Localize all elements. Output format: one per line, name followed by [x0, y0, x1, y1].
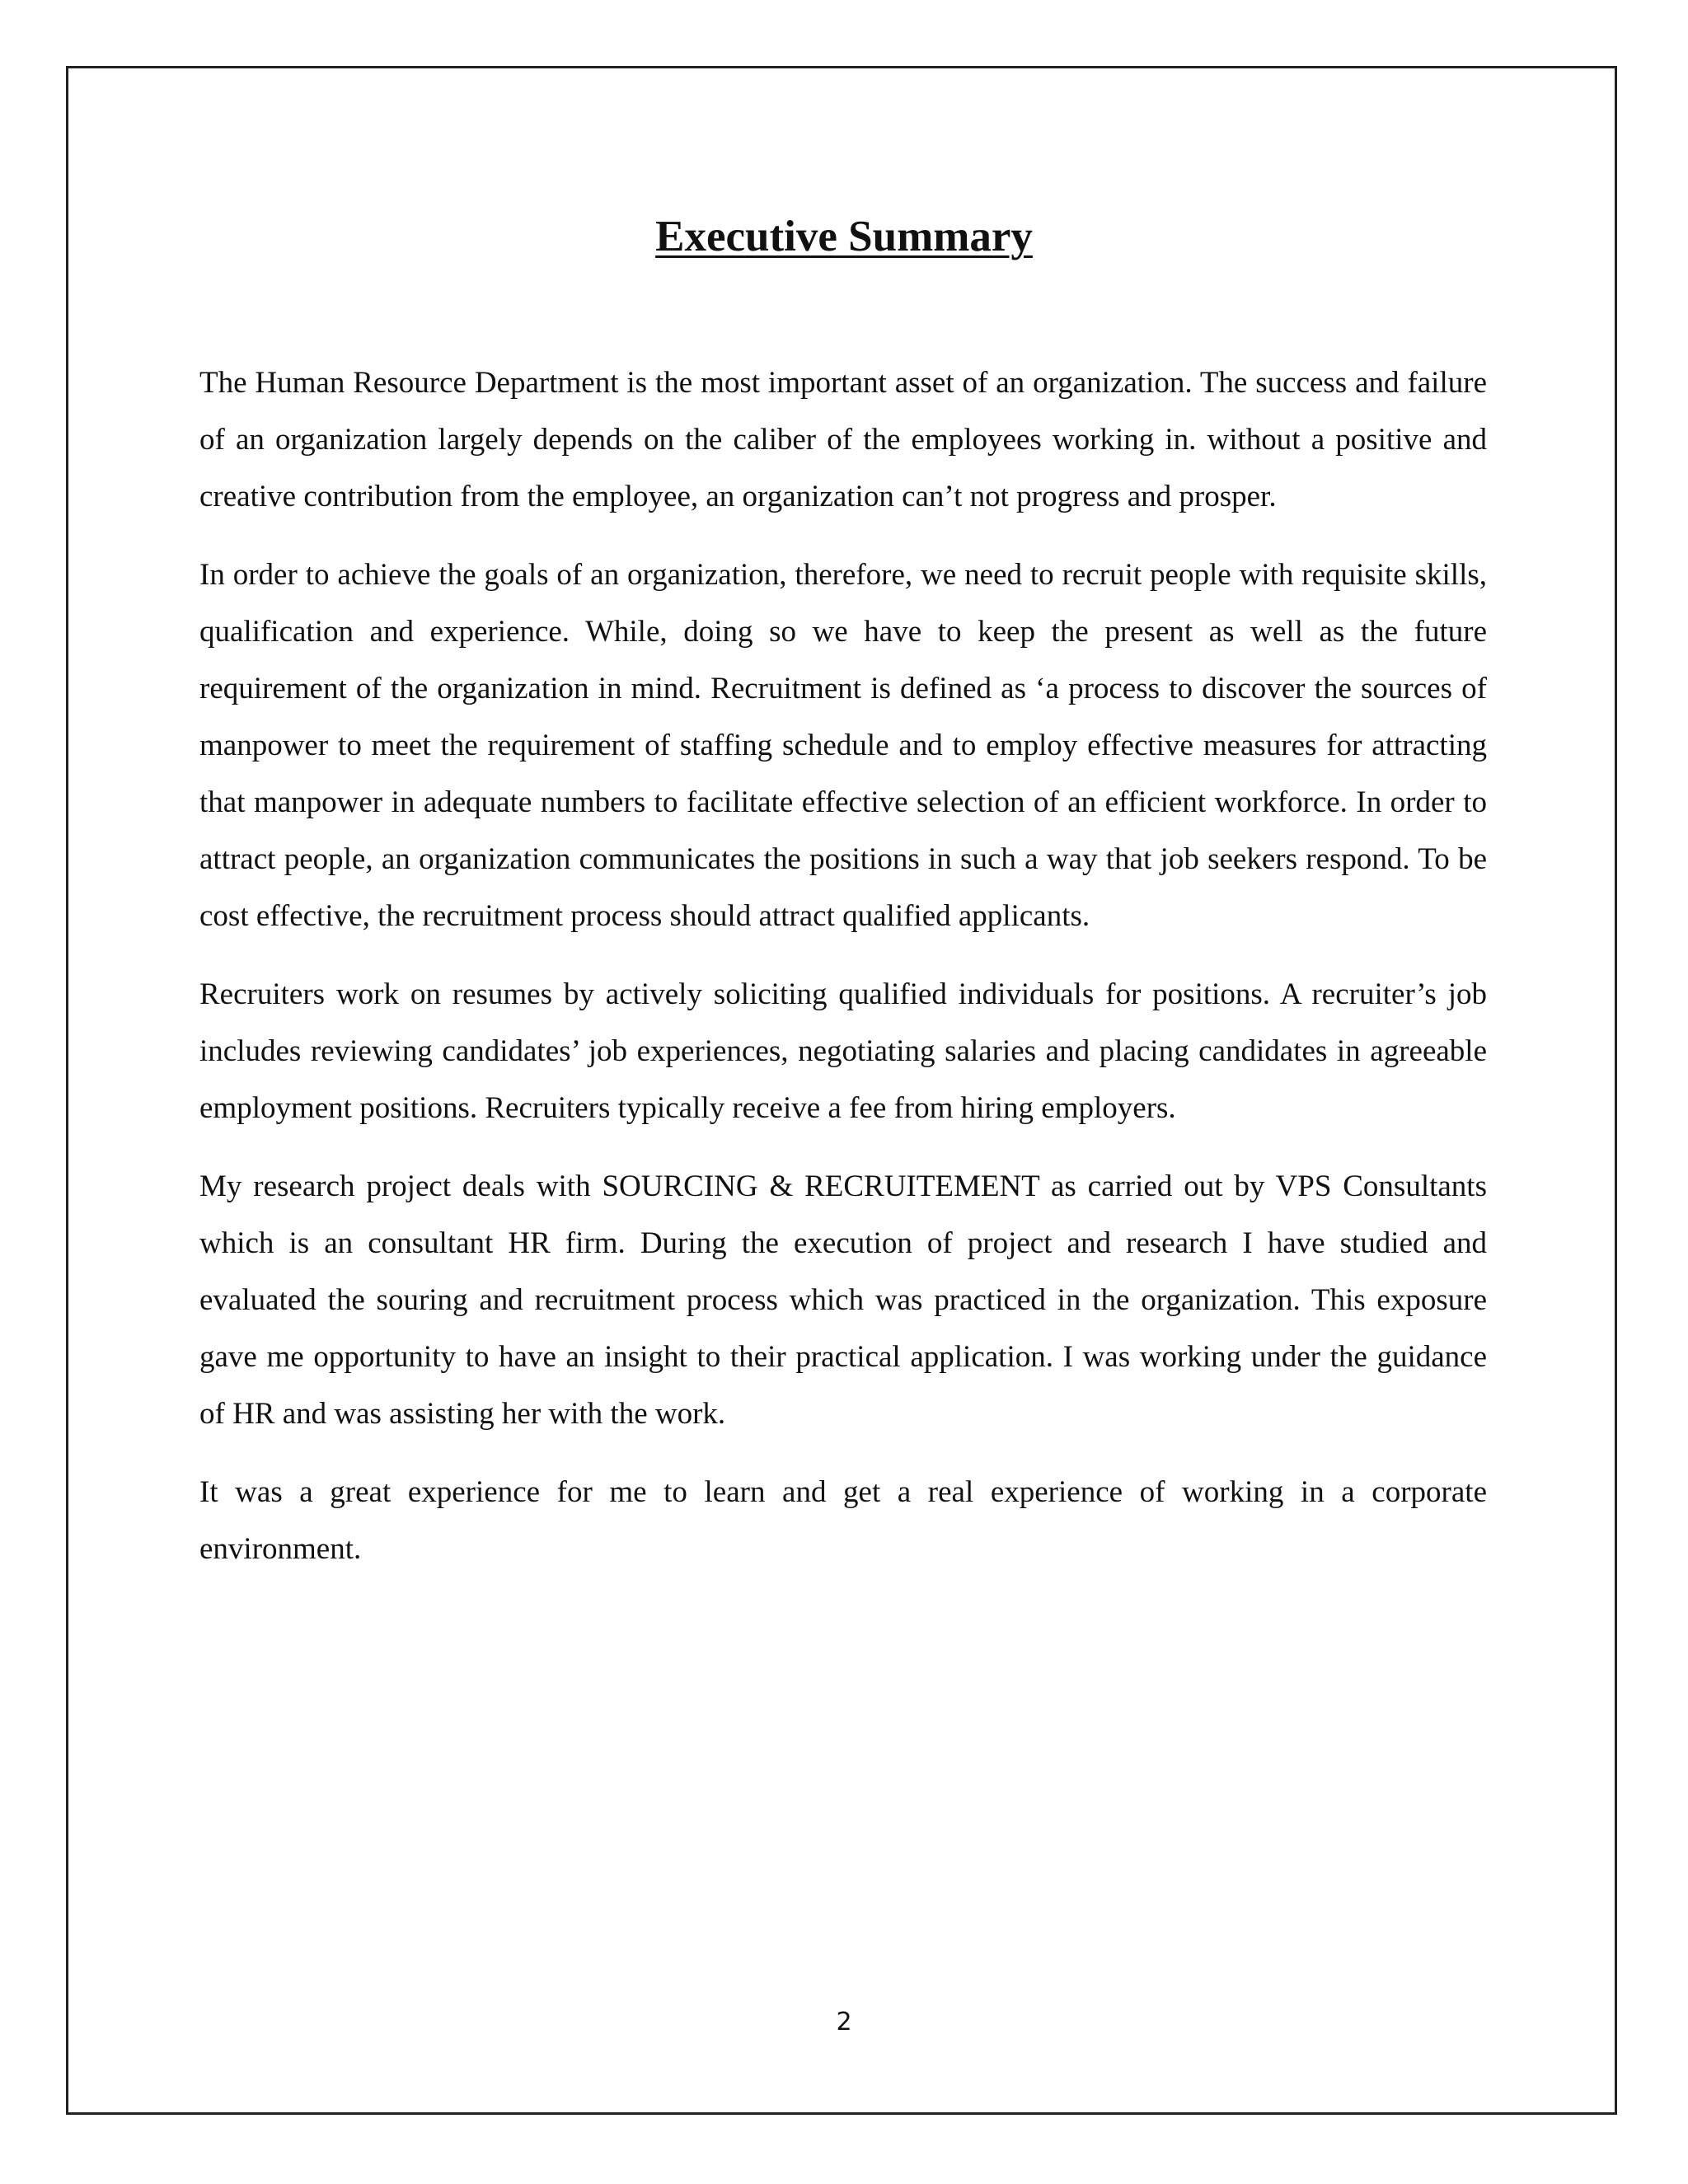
paragraph-4: My research project deals with SOURCING & RECRUITEMENT as carried out by VPS Consultants which is an consultant HR firm. During the execution of project and research I have studied and evaluated the souring and recruitment process which was practiced in the organization. This exposure gave me opportunity to have an insight to their practical application. I was working under the guidance of HR and was assisting her with the work.	[199, 1169, 1487, 1431]
paragraph-2: In order to achieve the goals of an organization, therefore, we need to recruit people with requisite skills, qualification and experience. While, doing so we have to keep the present as well as the future requirement of the organization in mind. Recruitment is defined as ‘a process to discover the sources of manpower to meet the requirement of staffing schedule and to employ effective measures for attracting that manpower in adequate numbers to facilitate effective selection of an efficient workforce. In order to attract people, an organization communicates the positions in such a way that job seekers respond. To be cost effective, the recruitment process should attract qualified applicants.	[199, 558, 1487, 933]
paragraph-1: The Human Resource Department is the most important asset of an organization. The success and failure of an organization largely depends on the caliber of the employees working in. without a positive and creative contribution from the employee, an organization can’t not progress and prosper.	[199, 366, 1487, 513]
paragraph-5: It was a great experience for me to learn and get a real experience of working in a corporate environment.	[199, 1475, 1487, 1566]
paragraph-3: Recruiters work on resumes by actively soliciting qualified individuals for positions. A recruiter’s job includes reviewing candidates’ job experiences, negotiating salaries and placing candidates in agreeable employment positions. Recruiters typically receive a fee from hiring employers.	[199, 977, 1487, 1125]
page-number: 2	[836, 2008, 852, 2036]
page-title-text: Executive Summary	[655, 213, 1033, 260]
document-body	[199, 354, 1487, 1599]
page-title	[0, 208, 1688, 265]
